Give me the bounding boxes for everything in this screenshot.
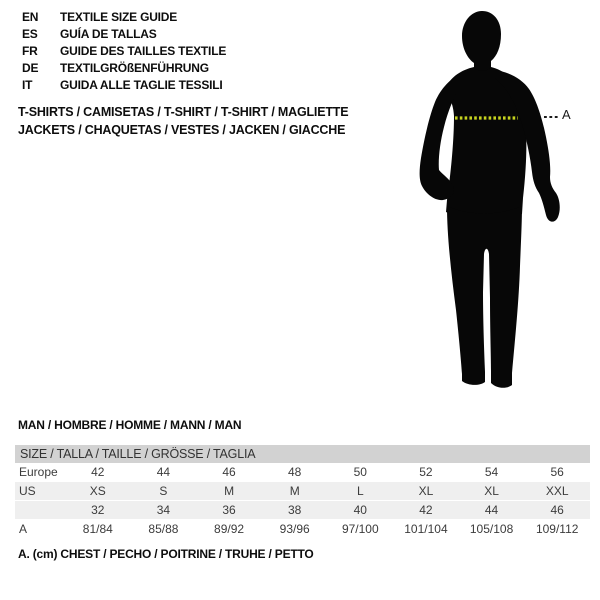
size-cell: 50 bbox=[328, 463, 394, 482]
size-cell: 32 bbox=[65, 501, 131, 520]
size-table-header: SIZE / TALLA / TAILLE / GRÖSSE / TAGLIA bbox=[15, 445, 590, 463]
measurement-note: A. (cm) CHEST / PECHO / POITRINE / TRUHE / PETTO bbox=[18, 547, 314, 561]
size-cell: M bbox=[262, 482, 328, 501]
category-tshirts: T-SHIRTS / CAMISETAS / T-SHIRT / T-SHIRT / MAGLIETTE bbox=[18, 105, 349, 119]
language-code: EN bbox=[22, 10, 39, 24]
size-cell: 42 bbox=[65, 463, 131, 482]
size-cell: XL bbox=[393, 482, 459, 501]
size-cell: 101/104 bbox=[393, 520, 459, 539]
size-cell: 48 bbox=[262, 463, 328, 482]
size-cell: 93/96 bbox=[262, 520, 328, 539]
language-code: DE bbox=[22, 61, 39, 75]
size-cell: XXL bbox=[524, 482, 590, 501]
size-cell: 42 bbox=[393, 501, 459, 520]
silhouette-head bbox=[462, 11, 501, 71]
size-cell: 97/100 bbox=[328, 520, 394, 539]
size-cell: S bbox=[131, 482, 197, 501]
size-cell: 46 bbox=[524, 501, 590, 520]
silhouette-legs bbox=[447, 206, 522, 388]
size-cell: 44 bbox=[459, 501, 525, 520]
table-row-chest-a bbox=[15, 520, 590, 539]
category-jackets: JACKETS / CHAQUETAS / VESTES / JACKEN / GIACCHE bbox=[18, 123, 346, 137]
man-silhouette-graphic bbox=[405, 0, 600, 400]
size-cell: 81/84 bbox=[65, 520, 131, 539]
language-label: GUÍA DE TALLAS bbox=[60, 27, 157, 41]
measurement-label-a: A bbox=[562, 107, 571, 122]
size-cell: 38 bbox=[262, 501, 328, 520]
table-row-us bbox=[15, 482, 590, 501]
row-label bbox=[15, 501, 65, 520]
table-row-us-numeric bbox=[15, 501, 590, 520]
row-label: Europe bbox=[15, 463, 65, 482]
size-cell: 46 bbox=[196, 463, 262, 482]
size-cell: XS bbox=[65, 482, 131, 501]
row-label: US bbox=[15, 482, 65, 501]
category-list bbox=[18, 103, 348, 139]
language-row bbox=[22, 43, 226, 60]
size-cell: 89/92 bbox=[196, 520, 262, 539]
language-list bbox=[22, 9, 226, 94]
size-cell: 109/112 bbox=[524, 520, 590, 539]
language-row bbox=[22, 9, 226, 26]
size-cell: 34 bbox=[131, 501, 197, 520]
size-cell: 85/88 bbox=[131, 520, 197, 539]
language-label: TEXTILGRÖßENFÜHRUNG bbox=[60, 61, 209, 75]
size-cell: 44 bbox=[131, 463, 197, 482]
language-label: TEXTILE SIZE GUIDE bbox=[60, 10, 178, 24]
size-cell: M bbox=[196, 482, 262, 501]
size-cell: L bbox=[328, 482, 394, 501]
language-code: FR bbox=[22, 44, 38, 58]
row-label: A bbox=[15, 520, 65, 539]
size-cell: 40 bbox=[328, 501, 394, 520]
language-row bbox=[22, 26, 226, 43]
language-code: ES bbox=[22, 27, 38, 41]
size-table bbox=[15, 445, 590, 539]
size-cell: 56 bbox=[524, 463, 590, 482]
language-label: GUIDE DES TAILLES TEXTILE bbox=[60, 44, 227, 58]
size-cell: 54 bbox=[459, 463, 525, 482]
language-row bbox=[22, 77, 226, 94]
size-cell: 36 bbox=[196, 501, 262, 520]
language-row bbox=[22, 60, 226, 77]
language-code: IT bbox=[22, 78, 33, 92]
table-row-europe bbox=[15, 463, 590, 482]
language-label: GUIDA ALLE TAGLIE TESSILI bbox=[60, 78, 223, 92]
section-title: MAN / HOMBRE / HOMME / MANN / MAN bbox=[18, 418, 242, 432]
size-cell: 52 bbox=[393, 463, 459, 482]
size-cell: XL bbox=[459, 482, 525, 501]
size-table-header-row bbox=[15, 445, 590, 463]
size-cell: 105/108 bbox=[459, 520, 525, 539]
man-silhouette-figure bbox=[405, 0, 600, 400]
